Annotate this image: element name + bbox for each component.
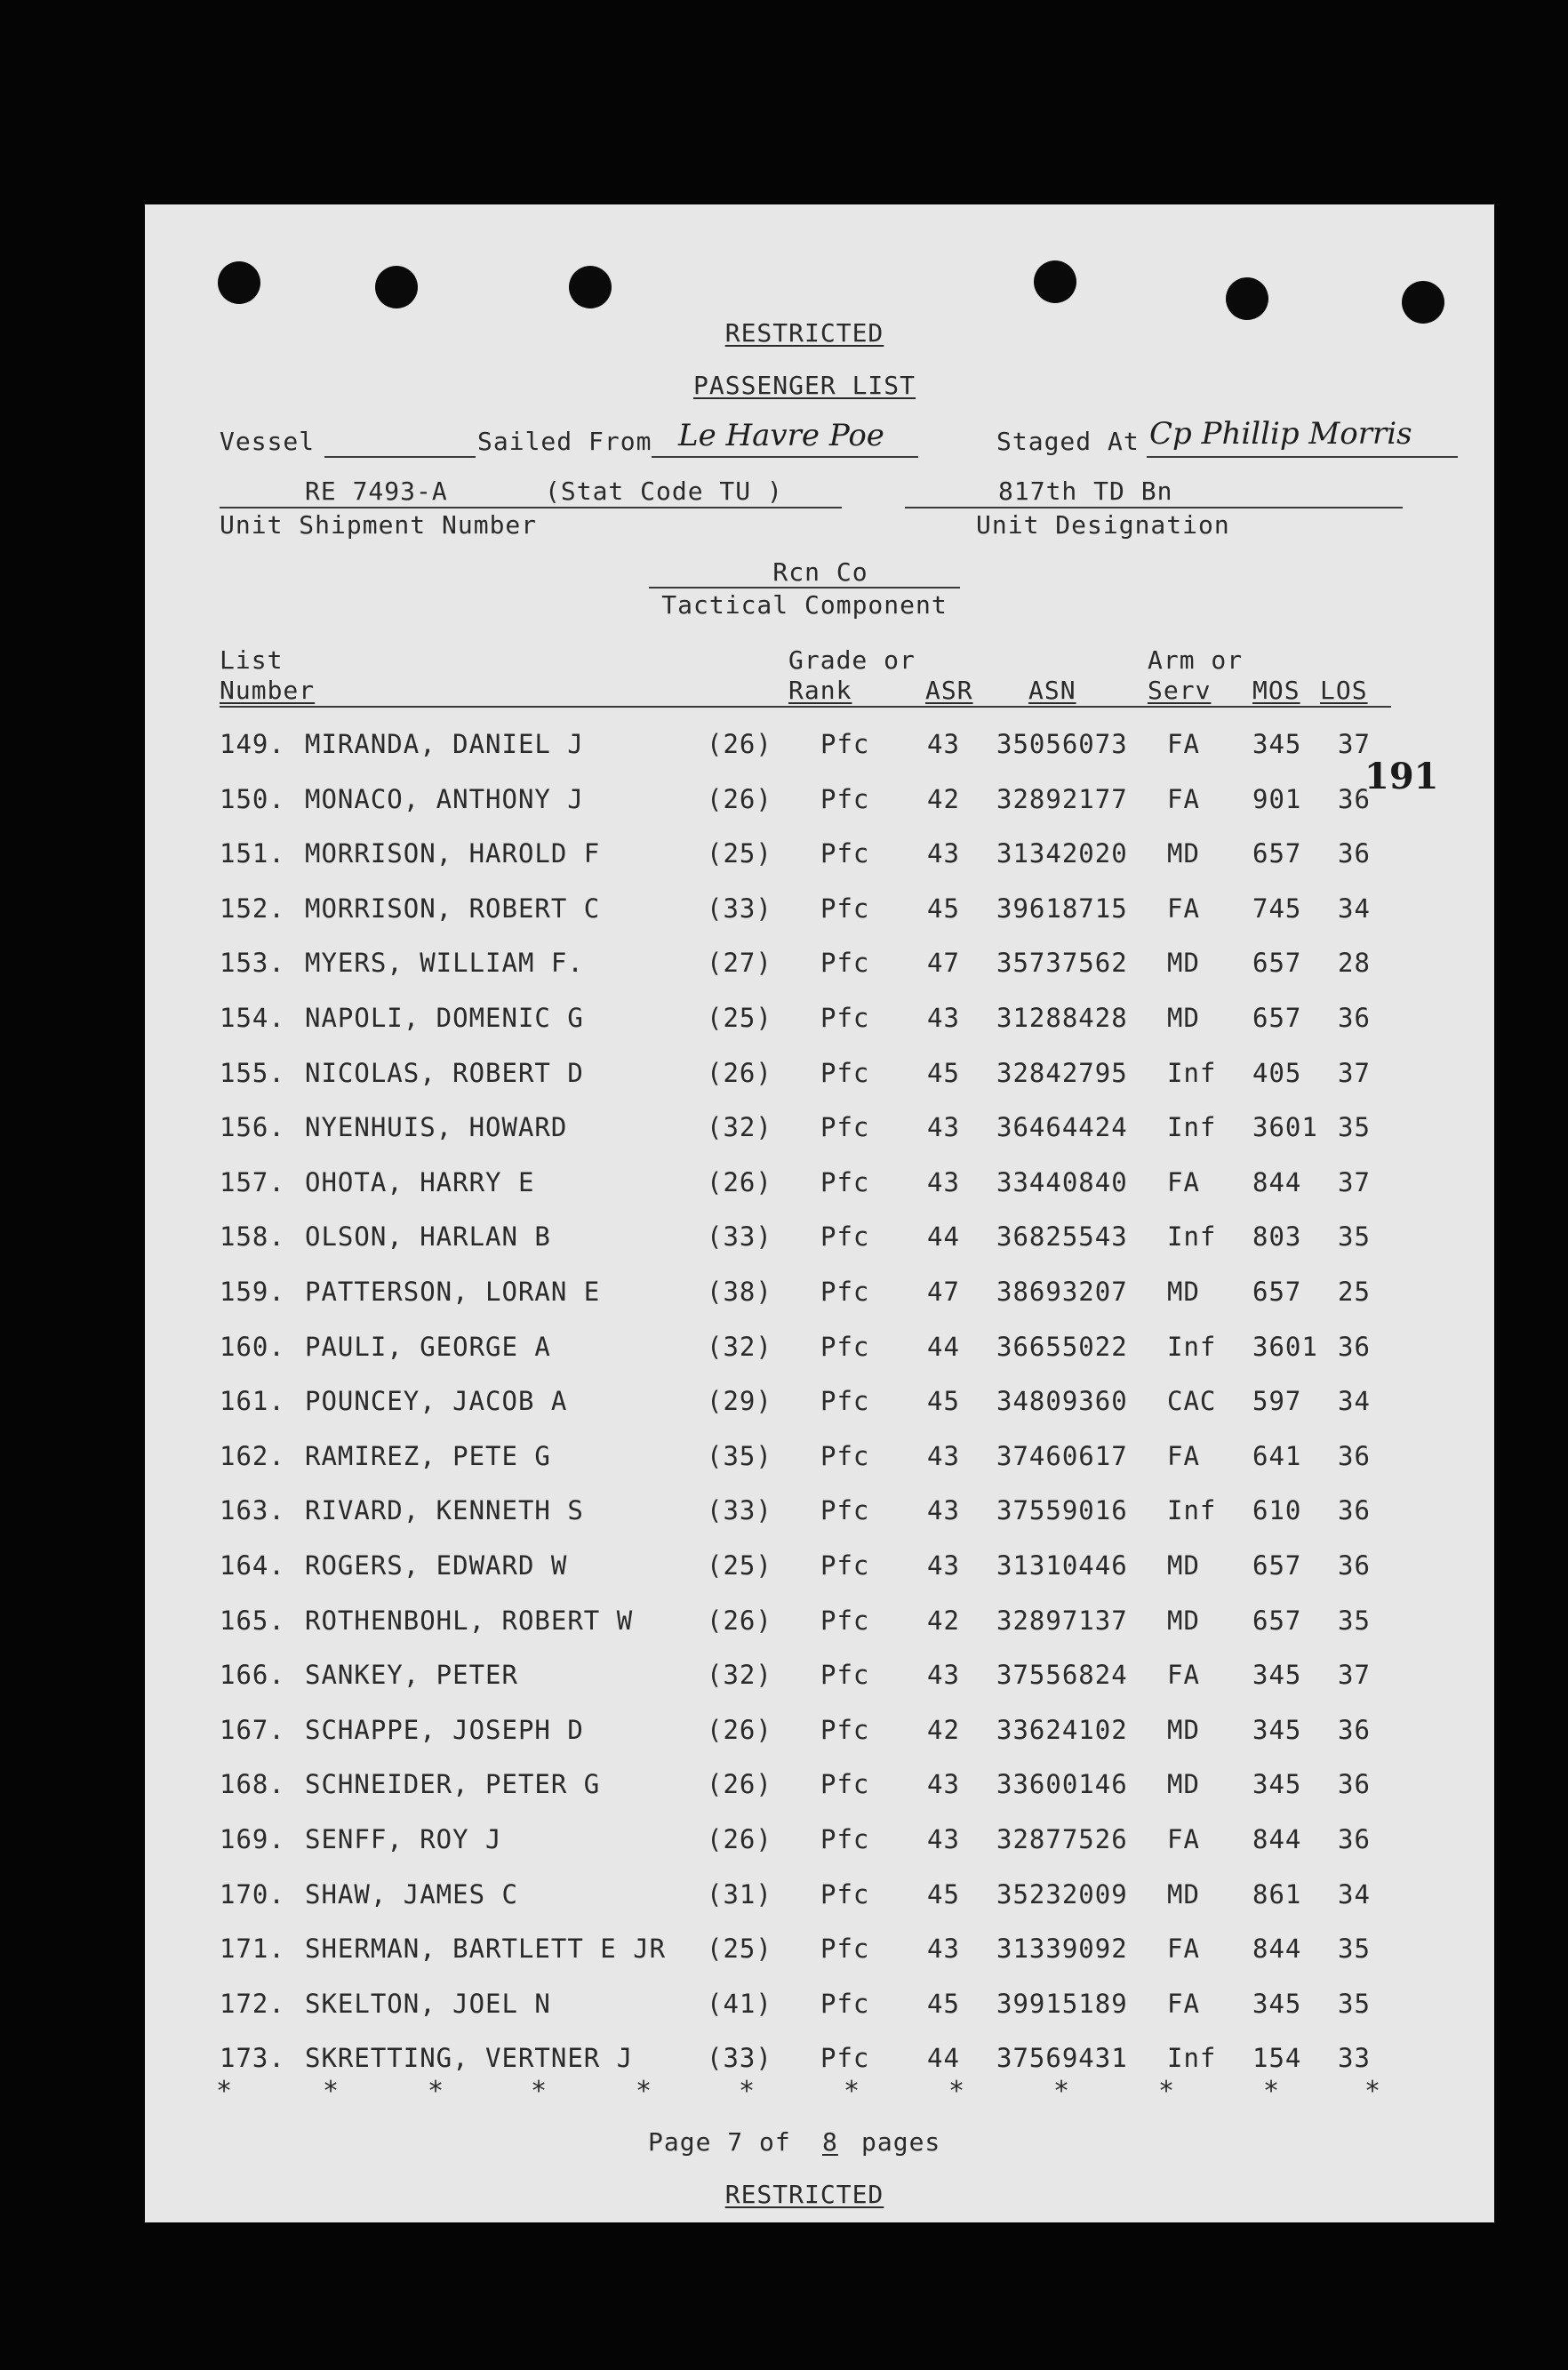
cell-mos: 405: [1252, 1057, 1302, 1088]
cell-asr: 45: [927, 1386, 960, 1417]
cell-arm: FA: [1167, 783, 1200, 814]
cell-asr: 44: [927, 2043, 960, 2074]
cell-name: SHERMAN, BARTLETT E JR: [305, 1934, 667, 1965]
cell-asn: 35232009: [996, 1878, 1128, 1910]
cell-asn: 35056073: [996, 729, 1128, 759]
cell-rank: Pfc: [820, 1495, 870, 1526]
cell-age: (25): [707, 1003, 772, 1033]
cell-asr: 42: [927, 1605, 960, 1636]
cell-age: (32): [707, 1660, 772, 1691]
cell-num: 162.: [220, 1440, 285, 1471]
cell-asr: 44: [927, 1221, 960, 1253]
cell-num: 166.: [220, 1660, 285, 1691]
cell-arm: MD: [1167, 1878, 1200, 1910]
cell-asr: 43: [927, 1495, 960, 1526]
cell-num: 172.: [220, 1988, 285, 2019]
cell-asr: 43: [927, 1003, 960, 1033]
cell-mos: 657: [1252, 1277, 1302, 1307]
unit-designation: 817th TD Bn: [998, 476, 1173, 506]
cell-asn: 34809360: [996, 1386, 1128, 1417]
cell-rank: Pfc: [820, 1221, 870, 1253]
passenger-list-sheet: [145, 204, 1494, 2222]
cell-age: (26): [707, 1714, 772, 1745]
cell-name: SKELTON, JOEL N: [305, 1988, 551, 2019]
cell-mos: 345: [1252, 1769, 1302, 1800]
cell-asn: 37460617: [996, 1440, 1128, 1471]
cell-num: 152.: [220, 893, 285, 924]
cell-age: (32): [707, 1331, 772, 1362]
cell-mos: 844: [1252, 1166, 1302, 1197]
cell-name: OLSON, HARLAN B: [305, 1221, 551, 1253]
cell-name: PAULI, GEORGE A: [305, 1331, 551, 1362]
cell-rank: Pfc: [820, 2043, 870, 2074]
cell-asr: 42: [927, 783, 960, 814]
separator-star: *: [1053, 2076, 1070, 2107]
cell-los: 37: [1338, 729, 1371, 759]
col-mos: MOS: [1252, 676, 1300, 705]
cell-arm: Inf: [1167, 1221, 1217, 1253]
cell-num: 159.: [220, 1277, 285, 1307]
col-los: LOS: [1320, 676, 1368, 705]
separator-star: *: [1263, 2076, 1280, 2107]
cell-mos: 745: [1252, 893, 1302, 924]
cell-arm: FA: [1167, 1934, 1200, 1965]
vessel-label: Vessel: [220, 427, 316, 456]
cell-rank: Pfc: [820, 838, 870, 869]
cell-name: SANKEY, PETER: [305, 1660, 518, 1691]
staged-at-value: Cp Phillip Morris: [1149, 416, 1412, 452]
col-list-1: List: [220, 645, 284, 675]
cell-asn: 31288428: [996, 1003, 1128, 1033]
cell-asr: 47: [927, 1277, 960, 1307]
cell-name: SENFF, ROY J: [305, 1824, 502, 1854]
cell-asn: 37559016: [996, 1495, 1128, 1526]
cell-mos: 657: [1252, 948, 1302, 979]
cell-rank: Pfc: [820, 1769, 870, 1800]
cell-asr: 44: [927, 1331, 960, 1362]
cell-los: 35: [1338, 1221, 1371, 1253]
cell-num: 150.: [220, 783, 285, 814]
cell-asn: 36825543: [996, 1221, 1128, 1253]
separator-star: *: [844, 2076, 860, 2107]
cell-asn: 33624102: [996, 1714, 1128, 1745]
cell-arm: MD: [1167, 948, 1200, 979]
cell-mos: 3601: [1252, 1331, 1318, 1362]
cell-rank: Pfc: [820, 1166, 870, 1197]
cell-age: (33): [707, 893, 772, 924]
cell-mos: 345: [1252, 1714, 1302, 1745]
separator-star: *: [948, 2076, 965, 2107]
cell-asn: 31339092: [996, 1934, 1128, 1965]
cell-name: POUNCEY, JACOB A: [305, 1386, 568, 1417]
cell-age: (26): [707, 1769, 772, 1800]
cell-asn: 39618715: [996, 893, 1128, 924]
cell-arm: FA: [1167, 1660, 1200, 1691]
total-pages: 8: [822, 2127, 838, 2157]
cell-name: NICOLAS, ROBERT D: [305, 1057, 584, 1088]
cell-asn: 32842795: [996, 1057, 1128, 1088]
cell-asn: 33600146: [996, 1769, 1128, 1800]
document-title: PASSENGER LIST: [692, 371, 916, 400]
cell-asr: 43: [927, 729, 960, 759]
page-of: Page 7 of: [648, 2127, 791, 2157]
tactical-component-line: [649, 587, 960, 588]
cell-los: 35: [1338, 1605, 1371, 1636]
cell-age: (25): [707, 1550, 772, 1581]
tactical-component: Rcn Co: [772, 557, 868, 587]
cell-los: 36: [1338, 1769, 1371, 1800]
cell-los: 33: [1338, 2043, 1371, 2074]
cell-asr: 43: [927, 1440, 960, 1471]
cell-mos: 154: [1252, 2043, 1302, 2074]
cell-arm: FA: [1167, 893, 1200, 924]
punch-hole: [218, 261, 260, 304]
cell-mos: 657: [1252, 838, 1302, 869]
cell-name: MONACO, ANTHONY J: [305, 783, 584, 814]
cell-name: ROTHENBOHL, ROBERT W: [305, 1605, 634, 1636]
cell-num: 149.: [220, 729, 285, 759]
cell-arm: MD: [1167, 1277, 1200, 1307]
unit-designation-line: [905, 507, 1403, 508]
cell-age: (41): [707, 1988, 772, 2019]
punch-hole: [569, 266, 612, 308]
cell-rank: Pfc: [820, 1660, 870, 1691]
cell-asn: 32877526: [996, 1824, 1128, 1854]
cell-asn: 32897137: [996, 1605, 1128, 1636]
cell-num: 165.: [220, 1605, 285, 1636]
cell-mos: 657: [1252, 1550, 1302, 1581]
cell-arm: FA: [1167, 1166, 1200, 1197]
cell-name: SKRETTING, VERTNER J: [305, 2043, 634, 2074]
staged-at-label: Staged At: [996, 427, 1140, 456]
cell-age: (31): [707, 1878, 772, 1910]
separator-star: *: [739, 2076, 756, 2107]
cell-los: 36: [1338, 1714, 1371, 1745]
cell-num: 168.: [220, 1769, 285, 1800]
cell-asr: 43: [927, 1824, 960, 1854]
cell-num: 167.: [220, 1714, 285, 1745]
cell-arm: CAC: [1167, 1386, 1217, 1417]
staged-at-line: [1147, 456, 1458, 458]
cell-rank: Pfc: [820, 1331, 870, 1362]
cell-name: MORRISON, ROBERT C: [305, 893, 601, 924]
cell-los: 28: [1338, 948, 1371, 979]
punch-hole: [1226, 277, 1268, 320]
cell-age: (26): [707, 1166, 772, 1197]
cell-asr: 47: [927, 948, 960, 979]
cell-num: 173.: [220, 2043, 285, 2074]
cell-name: PATTERSON, LORAN E: [305, 1277, 601, 1307]
cell-num: 151.: [220, 838, 285, 869]
cell-los: 34: [1338, 1386, 1371, 1417]
cell-los: 36: [1338, 1495, 1371, 1526]
cell-arm: FA: [1167, 1440, 1200, 1471]
vessel-line: [324, 456, 476, 458]
cell-arm: MD: [1167, 1003, 1200, 1033]
cell-mos: 657: [1252, 1003, 1302, 1033]
cell-asn: 35737562: [996, 948, 1128, 979]
col-arm-2: Serv: [1148, 676, 1212, 705]
page-stamp: 191: [1364, 756, 1439, 797]
cell-num: 169.: [220, 1824, 285, 1854]
stat-code: (Stat Code TU ): [545, 476, 783, 506]
unit-designation-label: Unit Designation: [976, 510, 1230, 540]
cell-mos: 844: [1252, 1934, 1302, 1965]
cell-arm: FA: [1167, 1824, 1200, 1854]
cell-asr: 43: [927, 1550, 960, 1581]
cell-los: 34: [1338, 1878, 1371, 1910]
punch-hole: [1402, 281, 1444, 324]
cell-num: 171.: [220, 1934, 285, 1965]
cell-mos: 345: [1252, 729, 1302, 759]
cell-asn: 37556824: [996, 1660, 1128, 1691]
classification-bottom: RESTRICTED: [724, 2180, 884, 2209]
cell-name: SCHNEIDER, PETER G: [305, 1769, 601, 1800]
cell-num: 161.: [220, 1386, 285, 1417]
cell-rank: Pfc: [820, 1988, 870, 2019]
cell-rank: Pfc: [820, 1386, 870, 1417]
cell-age: (26): [707, 1605, 772, 1636]
col-grade-2: Rank: [788, 676, 852, 705]
cell-asr: 43: [927, 1660, 960, 1691]
cell-los: 36: [1338, 1003, 1371, 1033]
cell-arm: Inf: [1167, 1112, 1217, 1143]
cell-mos: 610: [1252, 1495, 1302, 1526]
cell-arm: MD: [1167, 1769, 1200, 1800]
cell-asr: 45: [927, 1878, 960, 1910]
cell-rank: Pfc: [820, 1824, 870, 1854]
cell-asr: 43: [927, 1112, 960, 1143]
cell-age: (25): [707, 1934, 772, 1965]
cell-age: (33): [707, 1221, 772, 1253]
cell-asr: 43: [927, 1934, 960, 1965]
cell-rank: Pfc: [820, 1550, 870, 1581]
cell-rank: Pfc: [820, 1057, 870, 1088]
cell-asr: 45: [927, 893, 960, 924]
separator-star: *: [636, 2076, 652, 2107]
cell-asr: 45: [927, 1988, 960, 2019]
cell-num: 164.: [220, 1550, 285, 1581]
cell-num: 156.: [220, 1112, 285, 1143]
cell-los: 36: [1338, 838, 1371, 869]
cell-rank: Pfc: [820, 1934, 870, 1965]
cell-arm: FA: [1167, 1988, 1200, 2019]
cell-los: 36: [1338, 1440, 1371, 1471]
cell-asn: 38693207: [996, 1277, 1128, 1307]
cell-age: (29): [707, 1386, 772, 1417]
cell-num: 153.: [220, 948, 285, 979]
tactical-component-label: Tactical Component: [661, 590, 948, 620]
pages-label: pages: [861, 2127, 941, 2157]
shipment-number: RE 7493-A: [305, 476, 448, 506]
cell-age: (38): [707, 1277, 772, 1307]
cell-arm: Inf: [1167, 1057, 1217, 1088]
cell-num: 157.: [220, 1166, 285, 1197]
cell-arm: Inf: [1167, 1331, 1217, 1362]
cell-name: ROGERS, EDWARD W: [305, 1550, 568, 1581]
cell-mos: 861: [1252, 1878, 1302, 1910]
punch-hole: [1034, 260, 1076, 303]
col-list-2: Number: [220, 676, 316, 705]
sailed-from-line: [652, 456, 918, 458]
cell-mos: 803: [1252, 1221, 1302, 1253]
cell-age: (26): [707, 1057, 772, 1088]
cell-age: (26): [707, 783, 772, 814]
cell-num: 155.: [220, 1057, 285, 1088]
cell-age: (33): [707, 1495, 772, 1526]
shipment-label: Unit Shipment Number: [220, 510, 538, 540]
cell-los: 34: [1338, 893, 1371, 924]
cell-rank: Pfc: [820, 1277, 870, 1307]
sailed-from-label: Sailed From: [477, 427, 652, 456]
cell-rank: Pfc: [820, 1605, 870, 1636]
cell-num: 154.: [220, 1003, 285, 1033]
cell-asn: 31310446: [996, 1550, 1128, 1581]
classification-top: RESTRICTED: [724, 318, 884, 348]
cell-rank: Pfc: [820, 1112, 870, 1143]
cell-los: 36: [1338, 1331, 1371, 1362]
cell-name: RAMIREZ, PETE G: [305, 1440, 551, 1471]
separator-star: *: [1364, 2076, 1381, 2107]
separator-star: *: [428, 2076, 444, 2107]
cell-los: 36: [1338, 1824, 1371, 1854]
cell-num: 158.: [220, 1221, 285, 1253]
cell-mos: 597: [1252, 1386, 1302, 1417]
separator-star: *: [323, 2076, 340, 2107]
cell-age: (26): [707, 1824, 772, 1854]
cell-rank: Pfc: [820, 783, 870, 814]
cell-asn: 36464424: [996, 1112, 1128, 1143]
cell-mos: 901: [1252, 783, 1302, 814]
cell-age: (33): [707, 2043, 772, 2074]
col-grade-1: Grade or: [788, 645, 916, 675]
cell-mos: 3601: [1252, 1112, 1318, 1143]
cell-los: 36: [1338, 783, 1371, 814]
cell-num: 163.: [220, 1495, 285, 1526]
cell-name: RIVARD, KENNETH S: [305, 1495, 584, 1526]
separator-star: *: [216, 2076, 233, 2107]
cell-rank: Pfc: [820, 729, 870, 759]
cell-name: SHAW, JAMES C: [305, 1878, 518, 1910]
cell-asn: 39915189: [996, 1988, 1128, 2019]
cell-rank: Pfc: [820, 1878, 870, 1910]
cell-rank: Pfc: [820, 1440, 870, 1471]
cell-mos: 641: [1252, 1440, 1302, 1471]
cell-los: 25: [1338, 1277, 1371, 1307]
cell-rank: Pfc: [820, 948, 870, 979]
cell-arm: MD: [1167, 1550, 1200, 1581]
cell-mos: 345: [1252, 1988, 1302, 2019]
cell-los: 37: [1338, 1057, 1371, 1088]
header-rule: [220, 706, 1391, 708]
cell-name: MORRISON, HAROLD F: [305, 838, 601, 869]
col-asr: ASR: [925, 676, 973, 705]
cell-arm: FA: [1167, 729, 1200, 759]
cell-los: 35: [1338, 1112, 1371, 1143]
cell-name: MYERS, WILLIAM F.: [305, 948, 584, 979]
cell-num: 170.: [220, 1878, 285, 1910]
cell-arm: Inf: [1167, 1495, 1217, 1526]
cell-name: NAPOLI, DOMENIC G: [305, 1003, 584, 1033]
cell-asn: 33440840: [996, 1166, 1128, 1197]
cell-num: 160.: [220, 1331, 285, 1362]
cell-arm: MD: [1167, 1714, 1200, 1745]
cell-asn: 32892177: [996, 783, 1128, 814]
punch-hole: [375, 266, 418, 308]
cell-asr: 43: [927, 1769, 960, 1800]
separator-star: *: [1158, 2076, 1175, 2107]
cell-age: (26): [707, 729, 772, 759]
col-asn: ASN: [1028, 676, 1076, 705]
cell-los: 36: [1338, 1550, 1371, 1581]
cell-asr: 43: [927, 838, 960, 869]
cell-los: 37: [1338, 1166, 1371, 1197]
cell-age: (32): [707, 1112, 772, 1143]
cell-mos: 657: [1252, 1605, 1302, 1636]
cell-asr: 45: [927, 1057, 960, 1088]
cell-name: MIRANDA, DANIEL J: [305, 729, 584, 759]
shipment-line: [220, 507, 842, 508]
col-arm-1: Arm or: [1148, 645, 1244, 675]
cell-rank: Pfc: [820, 1714, 870, 1745]
cell-age: (35): [707, 1440, 772, 1471]
cell-name: NYENHUIS, HOWARD: [305, 1112, 568, 1143]
cell-asn: 37569431: [996, 2043, 1128, 2074]
cell-arm: MD: [1167, 838, 1200, 869]
cell-name: OHOTA, HARRY E: [305, 1166, 535, 1197]
cell-los: 35: [1338, 1988, 1371, 2019]
cell-asn: 36655022: [996, 1331, 1128, 1362]
sailed-from-value: Le Havre Poe: [678, 418, 884, 453]
cell-arm: Inf: [1167, 2043, 1217, 2074]
cell-arm: MD: [1167, 1605, 1200, 1636]
cell-age: (25): [707, 838, 772, 869]
cell-age: (27): [707, 948, 772, 979]
cell-asr: 43: [927, 1166, 960, 1197]
cell-los: 35: [1338, 1934, 1371, 1965]
cell-asr: 42: [927, 1714, 960, 1745]
cell-asn: 31342020: [996, 838, 1128, 869]
cell-mos: 345: [1252, 1660, 1302, 1691]
separator-star: *: [531, 2076, 548, 2107]
cell-los: 37: [1338, 1660, 1371, 1691]
cell-mos: 844: [1252, 1824, 1302, 1854]
cell-name: SCHAPPE, JOSEPH D: [305, 1714, 584, 1745]
cell-rank: Pfc: [820, 893, 870, 924]
cell-rank: Pfc: [820, 1003, 870, 1033]
